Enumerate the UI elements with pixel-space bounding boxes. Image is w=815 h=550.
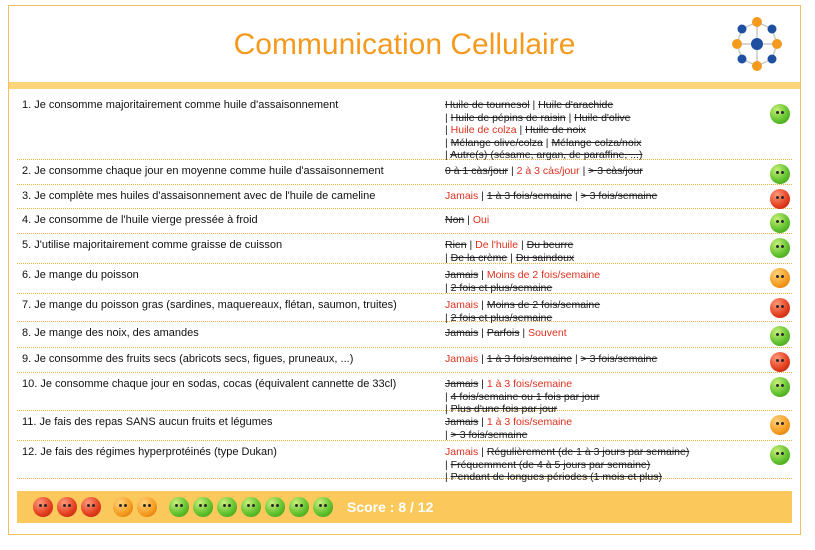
unselected-answer[interactable]: 4 fois/semaine ou 1 fois par jour [450, 390, 600, 403]
unselected-answer[interactable]: > 3 fois/semaine [580, 190, 658, 202]
question-row [17, 441, 792, 483]
green-smiley-icon [265, 497, 285, 517]
unselected-answer[interactable]: Rien [445, 239, 467, 251]
main-panel [8, 5, 801, 535]
green-smiley-icon [169, 497, 189, 517]
answer-line [445, 282, 765, 295]
answer-line [445, 327, 765, 340]
option-separator: | [464, 214, 473, 226]
question-label: 11. Je fais des repas SANS aucun fruits et légumes [22, 416, 273, 428]
question-row [17, 209, 792, 234]
score-bar [17, 491, 792, 523]
answer-line [445, 190, 765, 203]
selected-answer[interactable]: Jamais [445, 299, 479, 311]
selected-answer[interactable]: Oui [472, 214, 490, 226]
option-separator: | [516, 124, 526, 136]
orange-smiley-icon [137, 497, 157, 517]
question-label: 10. Je consomme chaque jour en sodas, cocas (équivalent cannette de 33cl) [22, 378, 397, 390]
green-smiley-icon [770, 104, 790, 124]
answer-line [445, 137, 765, 150]
question-label: 4. Je consomme de l'huile vierge pressée à froid [22, 214, 258, 226]
unselected-answer[interactable]: > 3 fois/semaine [580, 353, 658, 365]
option-separator: | [445, 403, 451, 415]
answer-line [445, 446, 765, 459]
answer-line [445, 239, 765, 252]
green-smiley-icon [770, 213, 790, 233]
green-smiley-icon [193, 497, 213, 517]
question-row [17, 160, 792, 185]
answer-options [445, 214, 765, 227]
page-title: Communication Cellulaire [233, 28, 576, 61]
unselected-answer[interactable]: Huile d'arachide [538, 99, 614, 111]
question-row [17, 411, 792, 441]
selected-answer[interactable]: Jamais [445, 446, 479, 458]
option-separator: | [478, 327, 487, 339]
header-divider [9, 82, 800, 89]
answer-options [445, 190, 765, 203]
unselected-answer[interactable]: Régulièrement (de 1 à 3 jours par semaine) [486, 446, 690, 458]
unselected-answer[interactable]: Autre(s) (sésame, argan, de paraffine, ...) [450, 149, 643, 161]
option-separator: | [478, 299, 487, 311]
answer-line [445, 112, 765, 125]
answer-line [445, 471, 765, 484]
green-smiley-icon [241, 497, 261, 517]
option-separator: | [478, 353, 487, 365]
answer-options [445, 378, 765, 416]
answer-line [445, 214, 765, 227]
unselected-answer[interactable]: Huile de noix [525, 124, 586, 136]
option-separator: | [518, 239, 527, 251]
answer-line [445, 429, 765, 442]
selected-answer[interactable]: Jamais [445, 353, 479, 365]
selected-answer[interactable]: Jamais [445, 190, 479, 202]
answer-options [445, 446, 765, 484]
unselected-answer[interactable]: Huile de pépins de raisin [450, 111, 566, 124]
green-smiley-icon [217, 497, 237, 517]
answer-line [445, 252, 765, 265]
orange-smiley-icon [770, 415, 790, 435]
unselected-answer[interactable]: Pendant de longues périodes (1 mois et plus) [450, 471, 662, 483]
unselected-answer[interactable]: Plus d'une fois par jour [450, 403, 558, 415]
answer-options [445, 269, 765, 294]
option-separator: | [445, 428, 451, 441]
unselected-answer[interactable]: > 3 càs/jour [588, 165, 643, 177]
unselected-answer[interactable]: Du beurre [526, 239, 574, 251]
answer-line [445, 378, 765, 391]
question-row [17, 234, 792, 264]
red-smiley-icon [770, 352, 790, 372]
option-separator: | [478, 416, 487, 428]
answer-options [445, 353, 765, 366]
option-separator: | [445, 136, 451, 149]
red-smiley-icon [770, 189, 790, 209]
unselected-answer[interactable]: 2 fois et plus/semaine [450, 311, 553, 324]
green-smiley-icon [770, 326, 790, 346]
answer-options [445, 416, 765, 441]
question-label: 5. J'utilise majoritairement comme graisse de cuisson [22, 239, 283, 251]
green-smiley-icon [770, 445, 790, 465]
answer-options [445, 327, 765, 340]
green-smiley-icon [289, 497, 309, 517]
option-separator: | [445, 111, 451, 124]
option-separator: | [445, 471, 451, 483]
answer-line [445, 165, 765, 178]
answer-line [445, 299, 765, 312]
unselected-answer[interactable]: 1 à 3 fois/semaine [486, 190, 573, 202]
option-separator: | [519, 327, 529, 339]
option-separator: | [466, 239, 476, 251]
unselected-answer[interactable]: Jamais [445, 327, 479, 339]
option-separator: | [445, 311, 451, 324]
unselected-answer[interactable]: Jamais [445, 378, 479, 390]
header [9, 6, 800, 82]
selected-answer[interactable]: 1 à 3 fois/semaine [486, 416, 573, 428]
question-label: 12. Je fais des régimes hyperprotéinés (type Dukan) [22, 446, 277, 458]
option-separator: | [565, 111, 575, 124]
answer-line [445, 391, 765, 404]
unselected-answer[interactable]: > 3 fois/semaine [450, 428, 528, 441]
question-row [17, 373, 792, 415]
option-separator: | [445, 390, 451, 403]
unselected-answer[interactable]: 0 à 1 càs/jour [445, 165, 509, 177]
question-row [17, 294, 792, 322]
answer-line [445, 124, 765, 137]
orange-smiley-icon [770, 268, 790, 288]
unselected-answer[interactable]: Moins de 2 fois/semaine [486, 299, 601, 311]
answer-options [445, 99, 765, 162]
option-separator: | [445, 149, 451, 161]
red-smiley-icon [33, 497, 53, 517]
option-separator: | [478, 446, 487, 458]
answer-options [445, 239, 765, 264]
molecule-network-icon [725, 12, 789, 76]
option-separator: | [445, 124, 451, 136]
option-separator: | [478, 378, 487, 390]
answer-line [445, 353, 765, 366]
selected-answer[interactable]: 2 à 3 càs/jour [516, 165, 580, 177]
question-row [17, 322, 792, 348]
option-separator: | [529, 99, 539, 111]
unselected-answer[interactable]: Fréquemment (de 4 à 5 jours par semaine) [450, 458, 651, 471]
question-row [17, 185, 792, 209]
option-separator: | [542, 136, 552, 149]
green-smiley-icon [770, 377, 790, 397]
option-separator: | [507, 251, 516, 264]
unselected-answer[interactable]: Parfois [486, 327, 520, 339]
selected-answer[interactable]: Moins de 2 fois/semaine [486, 269, 601, 281]
option-separator: | [579, 165, 589, 177]
unselected-answer[interactable]: Du saindoux [515, 251, 575, 264]
unselected-answer[interactable]: De la crème [450, 251, 508, 264]
answer-line [445, 99, 765, 112]
option-separator: | [445, 281, 451, 294]
question-row [17, 348, 792, 373]
unselected-answer[interactable]: Huile de tournesol [445, 99, 530, 111]
question-label: 3. Je complète mes huiles d'assaisonnement avec de l'huile de cameline [22, 190, 376, 202]
answer-options [445, 165, 765, 178]
red-smiley-icon [57, 497, 77, 517]
red-smiley-icon [81, 497, 101, 517]
unselected-answer[interactable]: Jamais [445, 269, 479, 281]
answer-line [445, 459, 765, 472]
option-separator: | [478, 269, 487, 281]
selected-answer[interactable]: Souvent [528, 327, 567, 339]
green-smiley-icon [770, 238, 790, 258]
answer-options [445, 299, 765, 324]
option-separator: | [508, 165, 517, 177]
selected-answer[interactable]: Huile de colza [450, 124, 517, 136]
question-label: 6. Je mange du poisson [22, 269, 139, 281]
option-separator: | [478, 190, 487, 202]
answer-line [445, 416, 765, 429]
question-label: 2. Je consomme chaque jour en moyenne comme huile d'assaisonnement [22, 165, 384, 177]
green-smiley-icon [770, 164, 790, 184]
question-row [17, 94, 792, 160]
score-text: Score : 8 / 12 [347, 499, 434, 515]
selected-answer[interactable]: 1 à 3 fois/semaine [486, 378, 573, 390]
question-label: 9. Je consomme des fruits secs (abricots secs, figues, pruneaux, ...) [22, 353, 354, 365]
answer-line [445, 269, 765, 282]
question-row [17, 264, 792, 294]
selected-answer[interactable]: De l'huile [475, 239, 519, 251]
option-separator: | [445, 251, 451, 264]
question-label: 7. Je mange du poisson gras (sardines, maquereaux, flétan, saumon, truites) [22, 299, 397, 311]
red-smiley-icon [770, 298, 790, 318]
option-separator: | [445, 458, 451, 471]
unselected-answer[interactable]: 1 à 3 fois/semaine [486, 353, 573, 365]
option-separator: | [572, 190, 581, 202]
unselected-answer[interactable]: Jamais [445, 416, 479, 428]
unselected-answer[interactable]: Non [445, 214, 465, 226]
option-separator: | [572, 353, 581, 365]
unselected-answer[interactable]: 2 fois et plus/semaine [450, 281, 553, 294]
orange-smiley-icon [113, 497, 133, 517]
unselected-answer[interactable]: Huile d'olive [574, 111, 631, 124]
question-label: 8. Je mange des noix, des amandes [22, 327, 199, 339]
unselected-answer[interactable]: Mélange olive/colza [450, 136, 543, 149]
question-label: 1. Je consomme majoritairement comme huile d'assaisonnement [22, 99, 339, 111]
green-smiley-icon [313, 497, 333, 517]
unselected-answer[interactable]: Mélange colza/noix [551, 136, 642, 149]
